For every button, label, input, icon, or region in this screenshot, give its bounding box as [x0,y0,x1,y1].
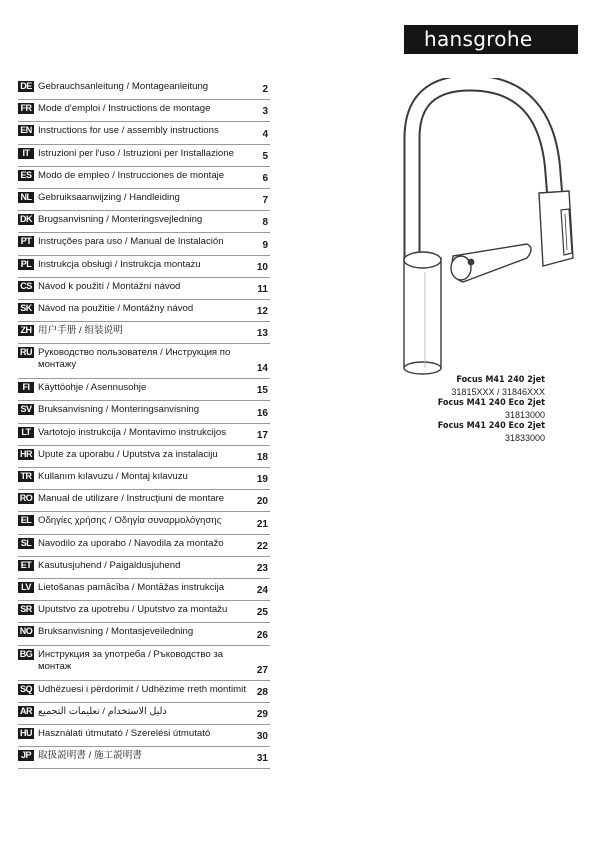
language-code-badge: SV [18,404,34,415]
toc-row-cs [18,278,270,300]
language-code-badge: DE [18,81,34,92]
toc-row-de [18,78,270,100]
toc-title: دليل الاستخدام / تعليمات التجميع [38,705,167,717]
toc-title: Udhëzuesi i përdorimit / Udhëzime rreth montimit [38,683,246,695]
toc-title: Kullanım kılavuzu / Montaj kılavuzu [38,471,188,482]
toc-page-number: 18 [256,452,268,463]
product-article-number: 31833000 [504,432,545,443]
toc-page-number: 4 [262,128,268,140]
toc-page-number: 2 [262,84,268,96]
toc-row-dk [18,211,270,233]
toc-page-number: 8 [262,217,268,229]
toc-page-number: 15 [256,385,268,397]
product-name: Focus M41 240 2jet [456,375,545,385]
toc-row-et [18,557,270,579]
toc-page-number: 21 [256,518,268,530]
toc-row-jp [18,747,270,769]
toc-page-number: 14 [256,363,268,375]
toc-title: Navodilo za uporabo / Navodila za montažo [38,537,224,549]
language-code-badge: FI [18,382,34,393]
toc-row-es [18,167,270,189]
toc-title: Instructions for use / assembly instructions [38,125,219,137]
toc-row-pt [18,233,270,255]
toc-page-number: 31 [256,753,268,765]
product-article-number: 31815XXX / 31846XXX [451,386,545,397]
toc-page-number: 16 [256,407,268,419]
toc-page-number: 3 [262,106,268,118]
brand-logo: hansgrohe [404,25,578,54]
toc-row-sq [18,681,270,703]
language-code-badge: IT [18,148,34,159]
toc-row-zh [18,322,270,344]
toc-row-pl [18,256,270,278]
toc-title: Istruzioni per l'uso / Istruzioni per Installazione [38,147,234,159]
toc-page-number: 25 [256,607,268,619]
toc-row-sl [18,535,270,557]
toc-title: Gebruiksaanwijzing / Handleiding [38,191,180,203]
toc-row-ar [18,703,270,725]
toc-title: Инструкция за употреба / Ръководство за монтаж [38,648,224,672]
toc-row-sv [18,401,270,423]
toc-title: Kasutusjuhend / Paigaldusjuhend [38,559,181,571]
language-code-badge: ET [18,560,34,571]
toc-title: Upute za uporabu / Uputstva za instalaciju [38,448,218,460]
toc-row-hr [18,446,270,468]
toc-title: Bruksanvisning / Monteringsanvisning [38,404,200,416]
toc-row-fi [18,379,270,401]
language-code-badge: RU [20,347,32,358]
faucet-illustration [395,78,585,376]
language-code-badge: HU [20,727,32,738]
toc-page-number: 19 [256,474,268,486]
toc-title: Brugsanvisning / Monteringsvejledning [38,214,203,226]
toc-title: Руководство пользователя / Инструкция по монтажу [38,347,231,371]
toc-title: 用户手册 / 组装说明 [38,325,123,337]
toc-row-fr [18,100,270,122]
toc-page-number: 12 [256,306,268,318]
toc-page-number: 28 [256,686,268,698]
toc-title: Käyttöohje / Asennusohje [38,382,147,394]
language-code-badge: NL [18,192,34,203]
language-code-badge: ZH [18,325,34,336]
language-code-badge: HR [20,448,32,459]
toc-page-number: 26 [256,629,268,641]
product-list [410,375,545,444]
language-code-badge: LT [18,427,34,438]
language-code-badge: ES [18,170,34,181]
toc-page-number: 10 [256,261,268,273]
toc-row-ru [18,344,270,379]
language-code-badge: SR [18,604,34,615]
toc-row-ro [18,490,270,512]
language-code-badge: SL [18,538,34,549]
language-code-badge: TR [18,471,34,482]
toc-row-no [18,623,270,645]
toc-title: Használati útmutató / Szerelési útmutató [38,727,211,739]
toc-row-hu [18,725,270,747]
toc-row-nl [18,189,270,211]
language-code-badge: DK [20,214,32,225]
toc-title: Οδηγίες χρήσης / Οδηγία συναρμολόγησης [38,515,222,527]
language-code-badge: LV [18,582,34,593]
language-code-badge: EL [18,515,34,526]
toc-row-bg [18,646,270,681]
toc-row-el [18,512,270,534]
language-code-badge: EN [18,125,34,136]
toc-row-lt [18,424,270,446]
toc-page-number: 30 [256,731,268,743]
toc-title: Vartotojo instrukcija / Montavimo instrukcijos [38,426,227,438]
toc-title: Lietošanas pamācība / Montāžas instrukcija [38,581,225,593]
language-code-badge: PT [18,236,34,247]
toc-row-en [18,122,270,144]
language-code-badge: CS [18,281,34,292]
product-name: Focus M41 240 Eco 2jet [437,421,545,431]
toc-row-it [18,145,270,167]
language-index [18,78,270,769]
toc-title: Instrukcja obsługi / Instrukcja montażu [38,258,201,270]
toc-page-number: 20 [256,496,268,508]
toc-page-number: 22 [256,540,268,552]
language-code-badge: JP [18,750,34,761]
language-code-badge: SK [18,303,34,314]
toc-title: Uputstvo za upotrebu / Uputstvo za montažu [38,604,228,616]
toc-title: 取扱説明書 / 施工説明書 [38,750,142,762]
language-code-badge: NO [19,626,33,637]
language-code-badge: FR [18,103,34,114]
toc-row-sr [18,601,270,623]
toc-page-number: 7 [262,195,268,207]
toc-page-number: 27 [256,664,268,676]
toc-title: Návod k použití / Montážní návod [38,280,181,292]
toc-page-number: 23 [256,562,268,574]
toc-page-number: 24 [256,585,268,597]
toc-title: Modo de empleo / Instrucciones de montaje [38,169,225,181]
language-code-badge: BG [19,648,33,659]
language-code-badge: PL [18,259,34,270]
language-code-badge: AR [20,705,32,716]
toc-page-number: 9 [262,239,268,251]
toc-page-number: 13 [256,328,268,340]
toc-title: Návod na použitie / Montážny návod [38,302,194,314]
toc-row-sk [18,300,270,322]
language-code-badge: RO [19,493,33,504]
language-code-badge: SQ [19,683,32,694]
toc-page-number: 29 [256,708,268,720]
toc-title: Instruções para uso / Manual de Instalación [38,236,224,248]
toc-page-number: 17 [256,429,268,441]
toc-page-number: 6 [262,172,268,184]
toc-title: Mode d'emploi / Instructions de montage [38,103,211,115]
spray-head [539,191,573,266]
toc-page-number: 5 [262,150,268,162]
product-article-number: 31813000 [504,409,545,420]
product-name: Focus M41 240 Eco 2jet [437,398,545,408]
faucet-lever [451,244,531,282]
toc-title: Manual de utilizare / Instrucţiuni de montare [38,493,225,505]
toc-title: Gebrauchsanleitung / Montageanleitung [38,81,209,92]
toc-page-number: 11 [257,283,268,295]
toc-row-lv [18,579,270,601]
toc-title: Bruksanvisning / Montasjeveiledning [38,626,194,638]
toc-row-tr [18,468,270,490]
faucet-body [404,252,441,374]
